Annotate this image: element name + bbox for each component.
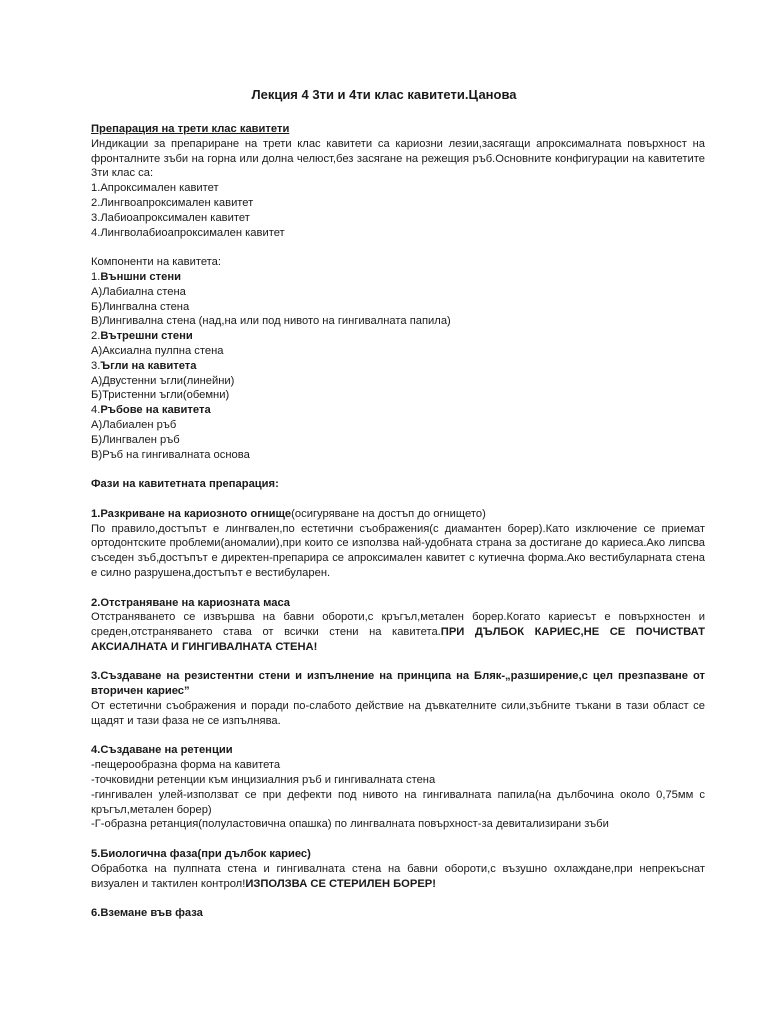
phase-1-title: 1.Разкриване на кариозното огнище(осигуряване на достъп до огнището) — [91, 507, 486, 520]
page-title: Лекция 4 3ти и 4ти клас кавитети.Цанова — [251, 87, 517, 102]
component-item: А)Аксиална пулпна стена — [91, 344, 224, 357]
section-heading-preparation: Препарация на трети клас кавитети — [91, 123, 290, 135]
config-item: 3.Лабиоапроксимален кавитет — [91, 211, 250, 224]
component-item: А)Лабиална стена — [91, 285, 186, 298]
phase-3-title: 3.Създаване на резистентни стени и изпълнение на принципа на Бляк-„разширение,с цел презпазване от вторичен кариес” — [91, 670, 705, 698]
component-item: Б)Лингвален ръб — [91, 433, 180, 446]
retention-item: -гингивален улей-използват се при дефекти под нивото на гингивалната папила(на дълбочина около 0,75мм с кръгъл,метален борер) — [91, 788, 705, 816]
component-item: А)Двустенни ъгли(линейни) — [91, 374, 235, 387]
phase-5-title: 5.Биологична фаза(при дълбок кариес) — [91, 848, 311, 861]
component-group-heading: 4.Ръбове на кавитета — [91, 404, 211, 417]
phase-2-text: Отстраняването се извършва на бавни обороти,с кръгъл,метален борер.Когато кариесът е повърхностен и среден,отстраняването става от всички стени на кавитета.ПРИ ДЪЛБОК КАРИЕС,НЕ СЕ ПОЧИСТВАТ АКСИАЛНАТА И ГИНГИВАЛНАТА СТЕНА! — [91, 611, 705, 653]
component-group-heading: 1.Външни стени — [91, 270, 181, 283]
phase-3-text: От естетични съображения и поради по-слабото действие на дъвкателните сили,зъбните тъкани в тази област се щадят и тази фаза не се изпълнява. — [91, 700, 705, 727]
component-item: Б)Лингвална стена — [91, 300, 190, 313]
retention-item: -Г-образна ретанция(полуластовична опашка) по лингвалната повърхност-за девитализирани зъби — [91, 818, 609, 831]
component-group-heading: 3.Ъгли на кавитета — [91, 359, 197, 372]
component-group-heading: 2.Вътрешни стени — [91, 330, 193, 343]
component-item: В)Ръб на гингивалната основа — [91, 448, 250, 461]
config-item: 1.Апроксимален кавитет — [91, 182, 219, 195]
retention-item: -точковидни ретенции към инцизиалния ръб и гингивалната стена — [91, 774, 436, 787]
phase-1-text: По правило,достъпът е лингвален,по естетични съображения(с диамантен борер).Като изключение се приемат ортодонтските проблеми(аномалии),при които се използва най-удобната страна за достигане до кариеса.Ако липсва съседен зъб,достъпът е директен-препарира се апроксимален кавитет с кутиечна форма.Ако вестибуларната стена е силно разрушена,достъпът е вестибуларен. — [91, 522, 705, 579]
indications-paragraph: Индикации за препариране на трети клас кавитети са кариозни лезии,засягащи апроксималната повърхност на фронталните зъби на горна или долна челюст,без засягане на режещия ръб.Основните конфигурации на кавитетите 3ти клас са: — [91, 137, 705, 180]
phase-4-title: 4.Създаване на ретенции — [91, 744, 233, 757]
config-item: 4.Лингволабиоапроксимален кавитет — [91, 226, 285, 239]
retention-item: -пещерообразна форма на кавитета — [91, 759, 281, 772]
phase-6-title: 6.Вземане във фаза — [91, 907, 203, 920]
config-item: 2.Лингвоапроксимален кавитет — [91, 196, 254, 209]
component-item: Б)Тристенни ъгли(обемни) — [91, 389, 230, 402]
component-item: А)Лабиален ръб — [91, 418, 177, 431]
phase-2-title: 2.Отстраняване на кариозната маса — [91, 596, 291, 609]
components-heading: Компоненти на кавитета: — [91, 256, 222, 269]
phases-heading: Фази на кавитетната препарация: — [91, 478, 279, 491]
component-item: В)Лингивална стена (над,на или под нивото на гингивалната папила) — [91, 315, 451, 328]
phase-5-text: Обработка на пулпната стена и гингивалната стена на бавни обороти,с възушно охлаждане,при непрекъснат визуален и тактилен контрол!ИЗПОЛЗВА СЕ СТЕРИЛЕН БОРЕР! — [91, 862, 705, 890]
document-body — [91, 122, 705, 921]
